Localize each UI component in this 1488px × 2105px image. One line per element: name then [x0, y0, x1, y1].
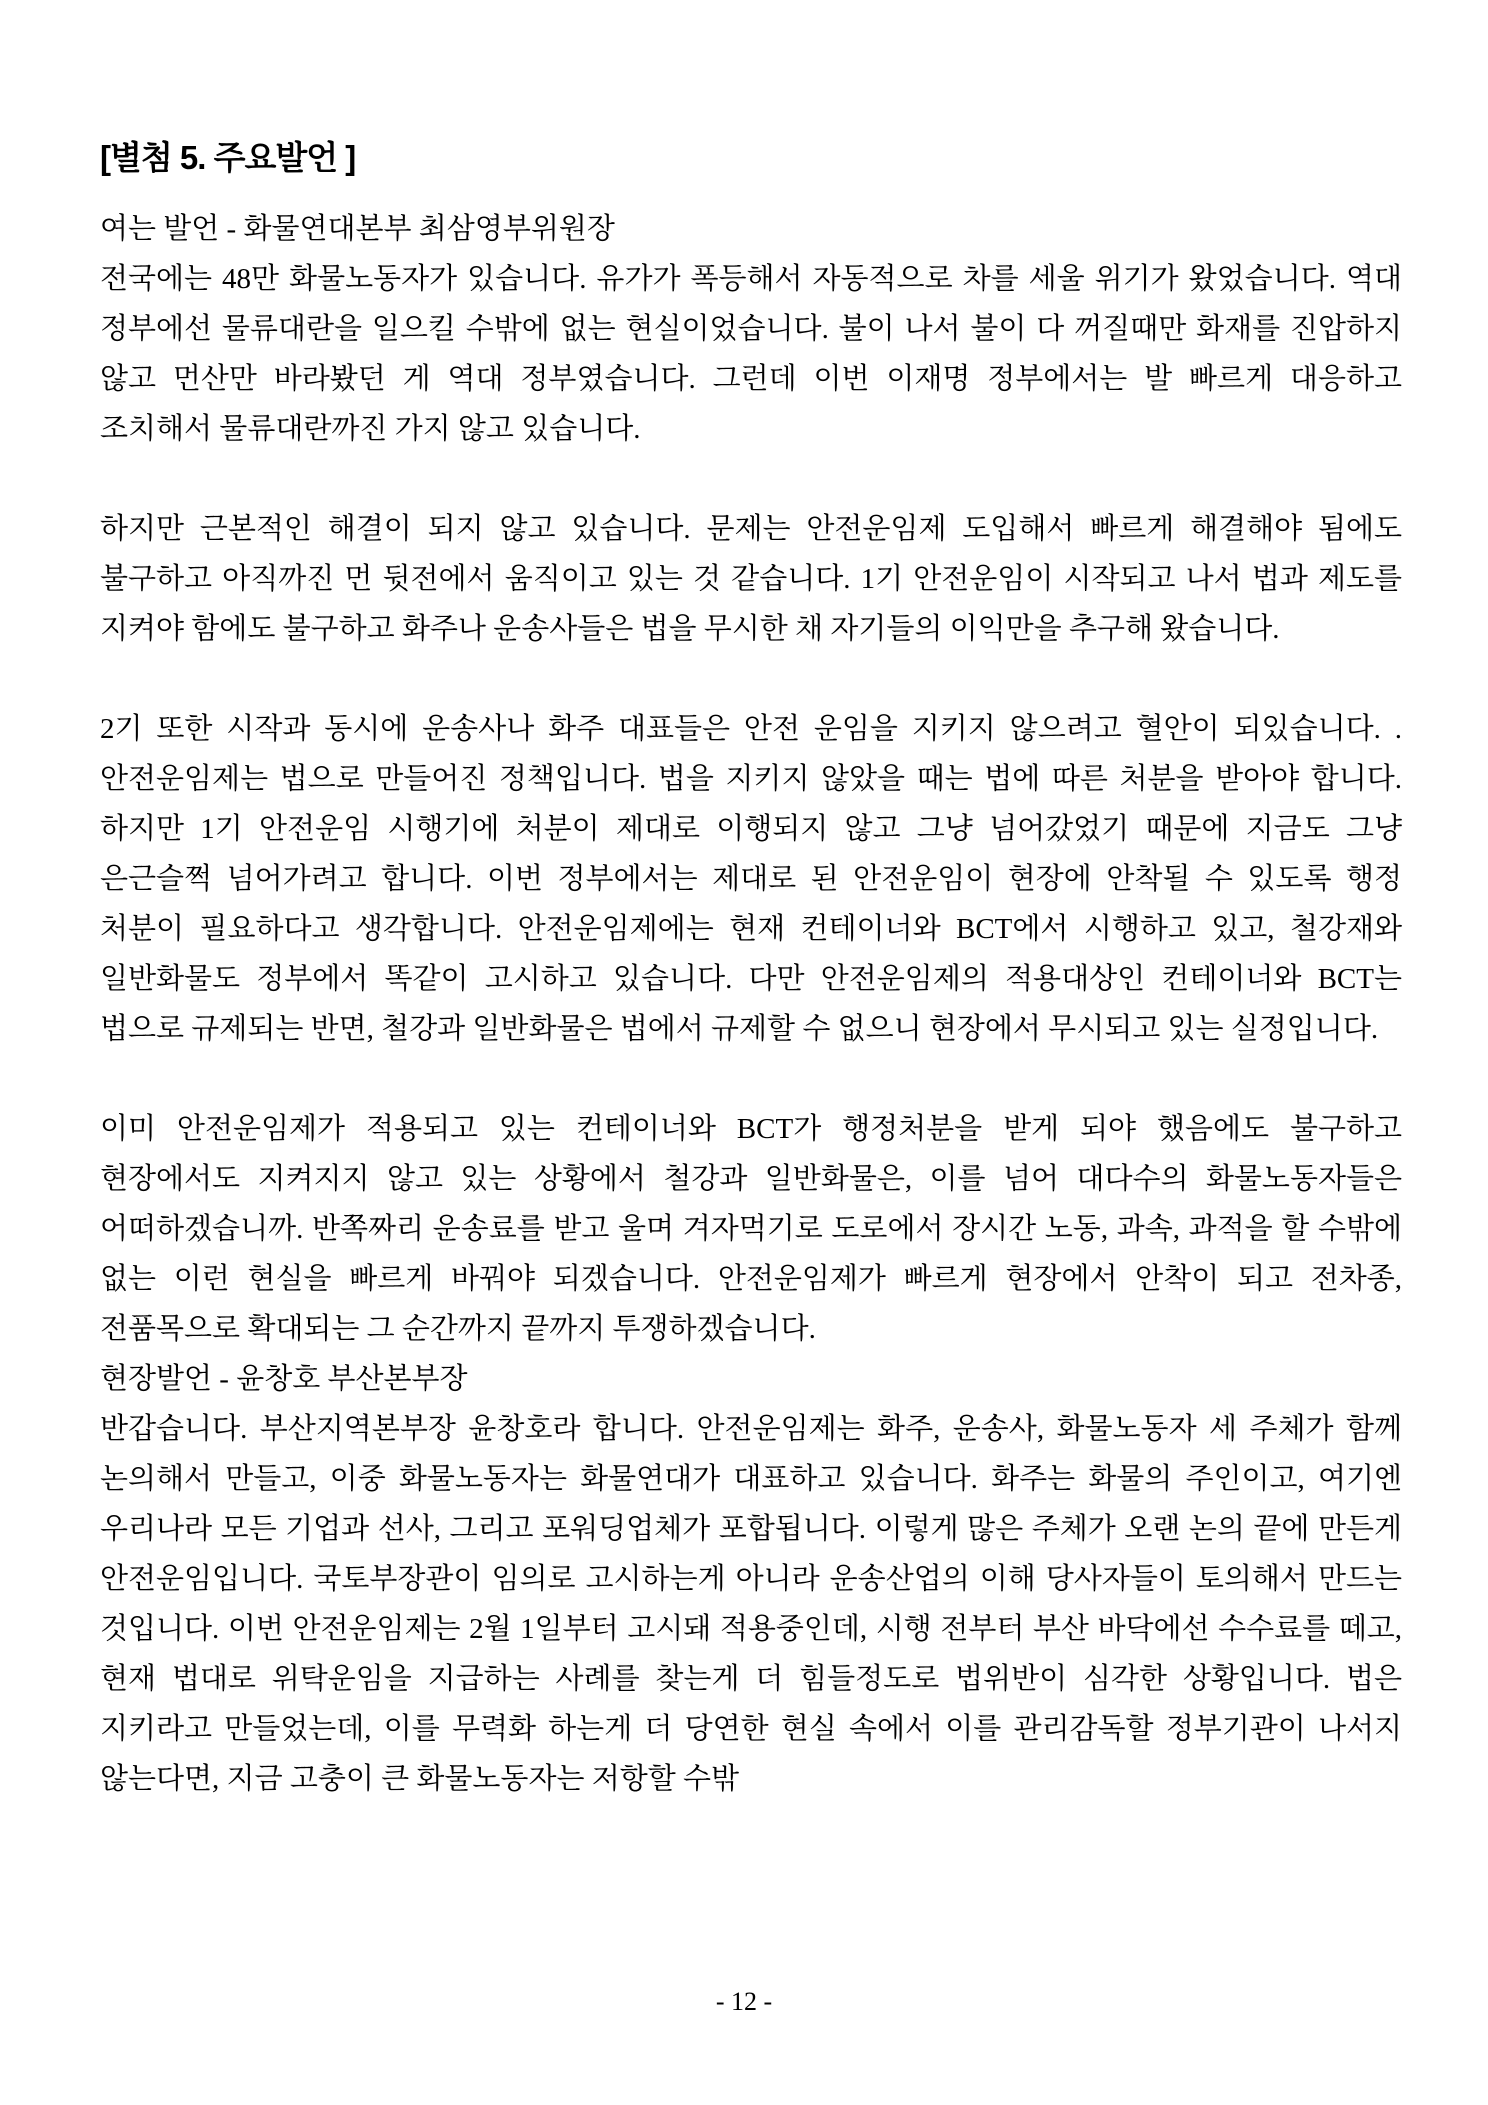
- document-content: [100, 136, 1402, 1804]
- paragraph: 하지만 근본적인 해결이 되지 않고 있습니다. 문제는 안전운임제 도입해서 빠르게 해결해야 됨에도 불구하고 아직까진 먼 뒷전에서 움직이고 있는 것 같습니다. 1기 안전운임이 시작되고 나서 법과 제도를 지켜야 함에도 불구하고 화주나 운송사들은 법을 무시한 채 자기들의 이익만을 추구해 왔습니다.: [100, 513, 1402, 645]
- section-heading: 현장발언 - 윤창호 부산본부장: [100, 1363, 468, 1395]
- section-opening-remarks: [100, 204, 1402, 1354]
- section-heading: 여는 발언 - 화물연대본부 최삼영부위원장: [100, 213, 615, 245]
- page-number: - 12 -: [715, 1987, 773, 2016]
- page-title: [별첨 5. 주요발언 ]: [100, 139, 356, 176]
- paragraph: 2기 또한 시작과 동시에 운송사나 화주 대표들은 안전 운임을 지키지 않으려고 혈안이 되있습니다. .안전운임제는 법으로 만들어진 정책입니다. 법을 지키지 않았을 때는 법에 따른 처분을 받아야 합니다. 하지만 1기 안전운임 시행기에 처분이 제대로 이행되지 않고 그냥 넘어갔었기 때문에 지금도 그냥 은근슬쩍 넘어가려고 합니다. 이번 정부에서는 제대로 된 안전운임이 현장에 안착될 수 있도록 행정 처분이 필요하다고 생각합니다. 안전운임제에는 현재 컨테이너와 BCT에서 시행하고 있고, 철강재와 일반화물도 정부에서 똑같이 고시하고 있습니다. 다만 안전운임제의 적용대상인 컨테이너와 BCT는 법으로 규제되는 반면, 철강과 일반화물은 법에서 규제할 수 없으니 현장에서 무시되고 있는 실정입니다.: [100, 713, 1402, 1045]
- paragraph: 이미 안전운임제가 적용되고 있는 컨테이너와 BCT가 행정처분을 받게 되야 했음에도 불구하고 현장에서도 지켜지지 않고 있는 상황에서 철강과 일반화물은, 이를 넘어 대다수의 화물노동자들은 어떠하겠습니까. 반쪽짜리 운송료를 받고 울며 겨자먹기로 도로에서 장시간 노동, 과속, 과적을 할 수밖에 없는 이런 현실을 빠르게 바꿔야 되겠습니다. 안전운임제가 빠르게 현장에서 안착이 되고 전차종, 전품목으로 확대되는 그 순간까지 끝까지 투쟁하겠습니다.: [100, 1113, 1402, 1345]
- paragraph: 전국에는 48만 화물노동자가 있습니다. 유가가 폭등해서 자동적으로 차를 세울 위기가 왔었습니다. 역대 정부에선 물류대란을 일으킬 수밖에 없는 현실이었습니다. 불이 나서 불이 다 꺼질때만 화재를 진압하지 않고 먼산만 바라봤던 게 역대 정부였습니다. 그런데 이번 이재명 정부에서는 발 빠르게 대응하고 조치해서 물류대란까진 가지 않고 있습니다.: [100, 263, 1402, 445]
- section-field-remarks: [100, 1354, 1402, 1804]
- paragraph: 반갑습니다. 부산지역본부장 윤창호라 합니다. 안전운임제는 화주, 운송사, 화물노동자 세 주체가 함께 논의해서 만들고, 이중 화물노동자는 화물연대가 대표하고 있습니다. 화주는 화물의 주인이고, 여기엔 우리나라 모든 기업과 선사, 그리고 포워딩업체가 포합됩니다. 이렇게 많은 주체가 오랜 논의 끝에 만든게 안전운임입니다. 국토부장관이 임의로 고시하는게 아니라 운송산업의 이해 당사자들이 토의해서 만드는 것입니다. 이번 안전운임제는 2월 1일부터 고시돼 적용중인데, 시행 전부터 부산 바닥에선 수수료를 떼고, 현재 법대로 위탁운임을 지급하는 사례를 찾는게 더 힘들정도로 법위반이 심각한 상황입니다. 법은 지키라고 만들었는데, 이를 무력화 하는게 더 당연한 현실 속에서 이를 관리감독할 정부기관이 나서지 않는다면, 지금 고충이 큰 화물노동자는 저항할 수밖: [100, 1413, 1402, 1795]
